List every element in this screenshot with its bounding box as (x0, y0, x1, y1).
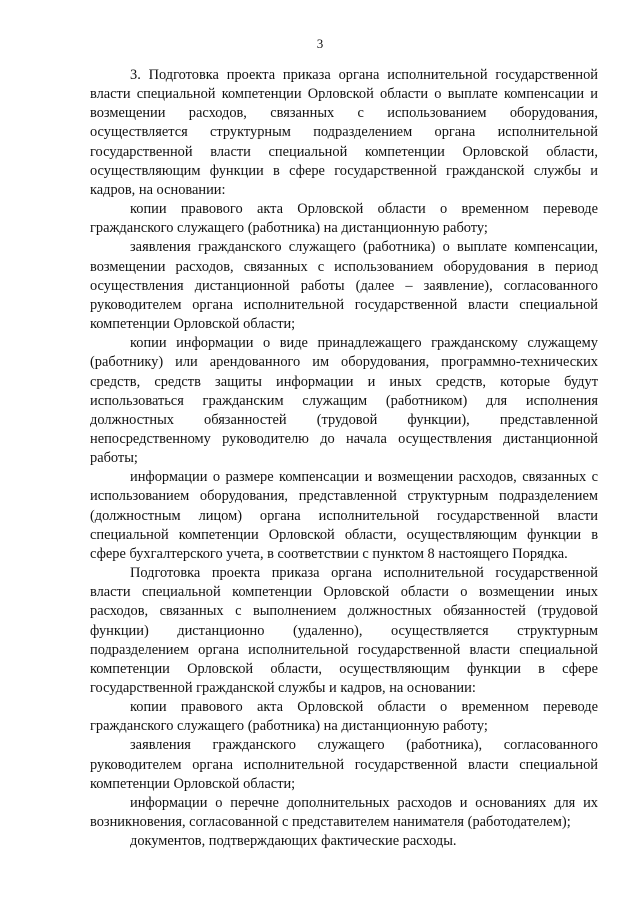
paragraph-basis-compensation-info: информации о размере компенсации и возмещении расходов, связанных с использованием оборудования, представленной структурным подразделением (должностным лицом) органа исполнительной государственной власти специальной компетенции Орловской области, осуществляющим функции в сфере бухгалтерского учета, в соответствии с пунктом 8 настоящего Порядка. (90, 469, 598, 562)
paragraph-basis-legal-act-copy-2: копии правового акта Орловской области о временном переводе гражданского служащего (работника) на дистанционную работу; (90, 699, 598, 735)
paragraph-other-expenses-order: Подготовка проекта приказа органа исполнительной государственной власти специальной компетенции Орловской области о возмещении иных расходов, связанных с выполнением должностных обязанностей (трудовой функции) дистанционно (удаленно), осуществляется структурным подразделением органа исполнительной государственной власти специальной компетенции Орловской области, осуществляющим функции в сфере государственной гражданской службы и кадров, на основании: (90, 565, 598, 696)
page-number: 3 (316, 36, 324, 51)
paragraph-basis-expense-list: информации о перечне дополнительных расходов и основаниях для их возникновения, согласованной с представителем нанимателя (работодателем); (90, 794, 598, 831)
paragraph-basis-application-2: заявления гражданского служащего (работника), согласованного руководителем органа исполнительной государственной власти специальной компетенции Орловской области; (90, 737, 598, 792)
paragraph-basis-legal-act-copy: копии правового акта Орловской области о временном переводе гражданского служащего (работника) на дистанционную работу; (90, 201, 598, 237)
paragraph-basis-equipment-info: копии информации о виде принадлежащего гражданскому служащему (работнику) или арендованного им оборудования, программно-технических средств, средств защиты информации и иных средств, которые будут использоваться гражданским служащим (работником) для исполнения должностных обязанностей (трудовой функции), представленной непосредственному руководителю до начала осуществления дистанционной работы; (90, 335, 598, 467)
paragraph-basis-application: заявления гражданского служащего (работника) о выплате компенсации, возмещении расходов, связанных с использованием оборудования в период осуществления дистанционной работы (далее – заявление), согласованного руководителем органа исполнительной государственной власти специальной компетенции Орловской области; (90, 239, 598, 333)
paragraph-basis-documents: документов, подтверждающих фактические расходы. (130, 833, 457, 850)
document-body (90, 66, 598, 851)
paragraph-section-3: 3. Подготовка проекта приказа органа исполнительной государственной власти специальной компетенции Орловской области о выплате компенсации и возмещении расходов, связанных с использованием оборудования, осуществляется структурным подразделением органа исполнительной государственной власти специальной компетенции Орловской области, осуществляющим функции в сфере государственной гражданской службы и кадров, на основании: (90, 67, 598, 198)
